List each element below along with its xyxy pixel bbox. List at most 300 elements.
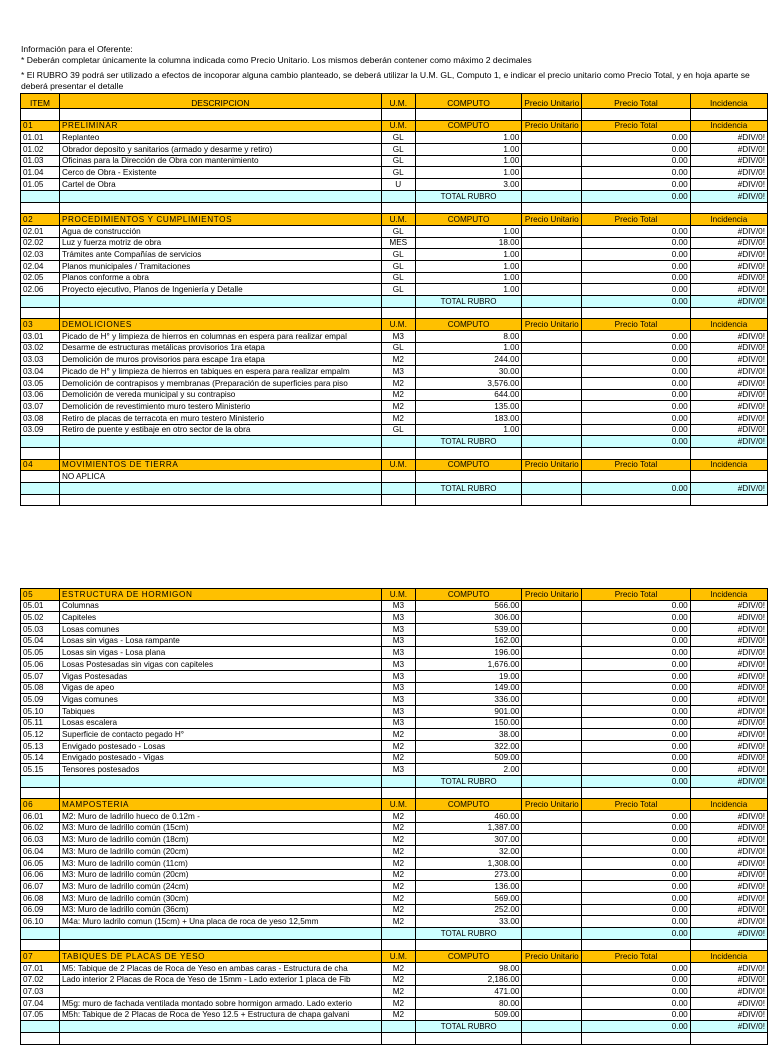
- section-pt-label: Precio Total: [582, 214, 690, 226]
- total-rubro-row: [21, 190, 768, 202]
- item-description: Capiteles: [59, 612, 381, 624]
- table-row: [21, 354, 768, 366]
- item-incidence: #DIV/0!: [690, 155, 767, 167]
- section-name: PRELIMINAR: [59, 120, 381, 132]
- item-precio-total: 0.00: [582, 998, 690, 1010]
- item-precio-total: 0.00: [582, 272, 690, 284]
- section-header-row: [21, 589, 768, 601]
- item-precio-total: 0.00: [582, 144, 690, 156]
- item-computo: 1.00: [415, 342, 521, 354]
- item-precio-total: 0.00: [582, 225, 690, 237]
- item-precio-total: 0.00: [582, 237, 690, 249]
- item-description: Desarme de estructuras metálicas provisorios 1ra etapa: [59, 342, 381, 354]
- item-description: M3: Muro de ladrillo común (20cm): [59, 846, 381, 858]
- item-precio-total: 0.00: [582, 377, 690, 389]
- table-row: [21, 881, 768, 893]
- item-description: Vigas de apeo: [59, 682, 381, 694]
- item-computo: 80.00: [415, 998, 521, 1010]
- item-precio-total: 0.00: [582, 260, 690, 272]
- spacer-cell: [59, 494, 381, 506]
- item-precio-total: 0.00: [582, 834, 690, 846]
- item-precio-total: 0.00: [582, 811, 690, 823]
- item-description: Trámites ante Compañías de servicios: [59, 249, 381, 261]
- item-precio-unitario-input[interactable]: [522, 705, 582, 717]
- spacer-cell: [522, 202, 582, 214]
- item-precio-unitario-input[interactable]: [522, 729, 582, 741]
- item-precio-unitario-input[interactable]: [522, 260, 582, 272]
- item-precio-total: 0.00: [582, 764, 690, 776]
- section-name: MOVIMIENTOS DE TIERRA: [59, 459, 381, 471]
- total-incidence: #DIV/0!: [690, 483, 767, 495]
- intro-line-3: * El RUBRO 39 podrá ser utilizado a efectos de incoporar alguna cambio planteado, se deberá utilizar la U.M. GL, Computo 1, e indicar el precio unitario como Precio Total, y en hoja aparte se deberá presentar el detalle: [21, 70, 750, 91]
- item-code: 05.12: [21, 729, 60, 741]
- item-unit: M2: [381, 401, 415, 413]
- item-description: Oficinas para la Dirección de Obra con mantenimiento: [59, 155, 381, 167]
- table-row: [21, 659, 768, 671]
- item-code: 02.01: [21, 225, 60, 237]
- spacer-cell: [522, 307, 582, 319]
- item-description: Cerco de Obra - Existente: [59, 167, 381, 179]
- item-computo: 183.00: [415, 412, 521, 424]
- item-precio-unitario-input[interactable]: [522, 331, 582, 343]
- table-row: [21, 272, 768, 284]
- item-precio-unitario-input[interactable]: [522, 401, 582, 413]
- item-computo: 162.00: [415, 635, 521, 647]
- item-description: Planos municipales / Tramitaciones: [59, 260, 381, 272]
- item-precio-total: 0.00: [582, 167, 690, 179]
- spacer-cell: [59, 1033, 381, 1045]
- item-computo: 38.00: [415, 729, 521, 741]
- section-header-row: [21, 951, 768, 963]
- item-computo: 1.00: [415, 144, 521, 156]
- spacer-row: [21, 787, 768, 799]
- item-code: 05.01: [21, 600, 60, 612]
- section-name: PROCEDIMIENTOS Y CUMPLIMIENTOS: [59, 214, 381, 226]
- item-incidence: [690, 471, 767, 483]
- item-description: Vigas comunes: [59, 694, 381, 706]
- section-computo-label: COMPUTO: [415, 319, 521, 331]
- item-precio-unitario-input[interactable]: [522, 354, 582, 366]
- section-pt-label: Precio Total: [582, 120, 690, 132]
- spacer-cell: [690, 307, 767, 319]
- item-precio-unitario-input[interactable]: [522, 272, 582, 284]
- total-incidence: #DIV/0!: [690, 776, 767, 788]
- section-pt-label: Precio Total: [582, 459, 690, 471]
- item-computo: 1.00: [415, 132, 521, 144]
- section-pt-label: Precio Total: [582, 951, 690, 963]
- table-row: [21, 974, 768, 986]
- item-precio-total: 0.00: [582, 986, 690, 998]
- item-code: 06.05: [21, 857, 60, 869]
- total-rubro-value: 0.00: [582, 776, 690, 788]
- item-incidence: #DIV/0!: [690, 635, 767, 647]
- item-description: Tabiques: [59, 705, 381, 717]
- item-incidence: #DIV/0!: [690, 869, 767, 881]
- item-computo: 136.00: [415, 881, 521, 893]
- item-computo: 19.00: [415, 670, 521, 682]
- item-precio-unitario-input[interactable]: [522, 342, 582, 354]
- item-precio-unitario-input[interactable]: [522, 822, 582, 834]
- item-description: Demolición de revestimiento muro testero Ministerio: [59, 401, 381, 413]
- table-row: [21, 366, 768, 378]
- spacer-cell: [522, 109, 582, 121]
- item-computo: 30.00: [415, 366, 521, 378]
- spacer-cell: [415, 447, 521, 459]
- item-unit: GL: [381, 284, 415, 296]
- item-incidence: #DIV/0!: [690, 717, 767, 729]
- item-precio-total: 0.00: [582, 132, 690, 144]
- item-precio-total: 0.00: [582, 705, 690, 717]
- item-precio-unitario-input[interactable]: [522, 600, 582, 612]
- table-row: [21, 869, 768, 881]
- item-precio-unitario-input[interactable]: [522, 167, 582, 179]
- spacer-cell: [381, 447, 415, 459]
- item-precio-unitario-input[interactable]: [522, 225, 582, 237]
- spacer-cell: [21, 787, 60, 799]
- item-precio-unitario-input[interactable]: [522, 682, 582, 694]
- item-precio-unitario-input[interactable]: [522, 144, 582, 156]
- section-name: ESTRUCTURA DE HORMIGON: [59, 589, 381, 601]
- item-incidence: #DIV/0!: [690, 764, 767, 776]
- item-precio-total: 0.00: [582, 857, 690, 869]
- item-computo: 1.00: [415, 272, 521, 284]
- item-code: 06.02: [21, 822, 60, 834]
- item-precio-unitario-input[interactable]: [522, 986, 582, 998]
- intro-notes: [21, 44, 751, 92]
- item-precio-unitario-input[interactable]: [522, 366, 582, 378]
- table-row: [21, 892, 768, 904]
- item-code: 02.05: [21, 272, 60, 284]
- budget-table-bottom: [20, 588, 768, 1045]
- item-code: 03.02: [21, 342, 60, 354]
- spacer-cell: [381, 1033, 415, 1045]
- section-incidence-label: Incidencia: [690, 319, 767, 331]
- item-computo: 32.00: [415, 846, 521, 858]
- item-incidence: #DIV/0!: [690, 132, 767, 144]
- intro-line-2: * Deberán completar únicamente la columna indicada como Precio Unitario. Los mismos deberán contener como máximo 2 decimales: [21, 55, 532, 65]
- table-body-top: [21, 109, 768, 506]
- total-incidence: #DIV/0!: [690, 296, 767, 308]
- total-rubro-label: TOTAL RUBRO: [415, 927, 521, 939]
- spacer-cell: [522, 494, 582, 506]
- section-pu-label: Precio Unitario: [522, 799, 582, 811]
- section-um-label: U.M.: [381, 799, 415, 811]
- item-computo: [415, 471, 521, 483]
- item-description: M2: Muro de ladrillo hueco de 0.12m -: [59, 811, 381, 823]
- item-precio-total: 0.00: [582, 846, 690, 858]
- item-precio-unitario-input[interactable]: [522, 132, 582, 144]
- table-row: [21, 377, 768, 389]
- item-precio-total: 0.00: [582, 284, 690, 296]
- item-computo: 509.00: [415, 1009, 521, 1021]
- total-item-blank: [21, 190, 60, 202]
- item-unit: M3: [381, 694, 415, 706]
- table-row: [21, 624, 768, 636]
- section-computo-label: COMPUTO: [415, 120, 521, 132]
- item-unit: GL: [381, 144, 415, 156]
- item-code: 05.07: [21, 670, 60, 682]
- item-precio-unitario-input[interactable]: [522, 670, 582, 682]
- spacer-cell: [59, 109, 381, 121]
- item-unit: M3: [381, 624, 415, 636]
- item-incidence: #DIV/0!: [690, 705, 767, 717]
- item-code: 07.02: [21, 974, 60, 986]
- item-description: Vigas Postesadas: [59, 670, 381, 682]
- total-rubro-row: [21, 776, 768, 788]
- item-incidence: #DIV/0!: [690, 670, 767, 682]
- spacer-cell: [381, 939, 415, 951]
- item-precio-total: 0.00: [582, 869, 690, 881]
- item-precio-total: 0.00: [582, 694, 690, 706]
- item-description: Envigado postesado - Losas: [59, 740, 381, 752]
- header-incidencia: Incidencia: [690, 94, 767, 109]
- total-rubro-label: TOTAL RUBRO: [415, 1021, 521, 1033]
- item-unit: GL: [381, 132, 415, 144]
- table-row: [21, 225, 768, 237]
- item-code: 03.04: [21, 366, 60, 378]
- section-um-label: U.M.: [381, 589, 415, 601]
- item-precio-unitario-input[interactable]: [522, 471, 582, 483]
- item-precio-unitario-input[interactable]: [522, 694, 582, 706]
- table-row: [21, 155, 768, 167]
- table-row: [21, 670, 768, 682]
- item-computo: 1.00: [415, 260, 521, 272]
- item-incidence: #DIV/0!: [690, 974, 767, 986]
- table-row: [21, 635, 768, 647]
- item-unit: GL: [381, 272, 415, 284]
- item-description: Losas Postesadas sin vigas con capiteles: [59, 659, 381, 671]
- item-unit: M2: [381, 904, 415, 916]
- item-precio-total: [582, 471, 690, 483]
- item-precio-unitario-input[interactable]: [522, 916, 582, 928]
- spacer-cell: [21, 109, 60, 121]
- item-code: 07.03: [21, 986, 60, 998]
- section-code: 03: [21, 319, 60, 331]
- item-precio-unitario-input[interactable]: [522, 612, 582, 624]
- item-description: Lado interior 2 Placas de Roca de Yeso de 15mm - Lado exterior 1 placa de Fib: [59, 974, 381, 986]
- item-precio-unitario-input[interactable]: [522, 764, 582, 776]
- item-computo: 1.00: [415, 167, 521, 179]
- item-incidence: #DIV/0!: [690, 167, 767, 179]
- item-precio-unitario-input[interactable]: [522, 846, 582, 858]
- item-code: 05.03: [21, 624, 60, 636]
- total-pu-blank: [522, 296, 582, 308]
- item-precio-unitario-input[interactable]: [522, 857, 582, 869]
- spacer-cell: [690, 494, 767, 506]
- item-incidence: #DIV/0!: [690, 179, 767, 191]
- item-precio-unitario-input[interactable]: [522, 659, 582, 671]
- item-code: 06.06: [21, 869, 60, 881]
- item-precio-total: 0.00: [582, 179, 690, 191]
- total-incidence: #DIV/0!: [690, 1021, 767, 1033]
- item-precio-unitario-input[interactable]: [522, 881, 582, 893]
- total-pu-blank: [522, 483, 582, 495]
- table-row: [21, 740, 768, 752]
- item-code: 05.10: [21, 705, 60, 717]
- total-item-blank: [21, 776, 60, 788]
- item-unit: M2: [381, 412, 415, 424]
- total-item-blank: [21, 1021, 60, 1033]
- total-rubro-row: [21, 296, 768, 308]
- item-computo: 1.00: [415, 155, 521, 167]
- header-precio-total: Precio Total: [582, 94, 690, 109]
- item-precio-unitario-input[interactable]: [522, 155, 582, 167]
- section-code: 02: [21, 214, 60, 226]
- item-unit: M2: [381, 998, 415, 1010]
- header-item: ITEM: [21, 94, 60, 109]
- item-unit: M2: [381, 377, 415, 389]
- item-description: Columnas: [59, 600, 381, 612]
- item-precio-unitario-input[interactable]: [522, 647, 582, 659]
- spacer-cell: [582, 307, 690, 319]
- item-precio-unitario-input[interactable]: [522, 717, 582, 729]
- section-pt-label: Precio Total: [582, 589, 690, 601]
- item-precio-unitario-input[interactable]: [522, 237, 582, 249]
- item-precio-unitario-input[interactable]: [522, 389, 582, 401]
- item-precio-unitario-input[interactable]: [522, 179, 582, 191]
- total-item-blank: [21, 296, 60, 308]
- item-incidence: #DIV/0!: [690, 331, 767, 343]
- item-precio-total: 0.00: [582, 822, 690, 834]
- item-unit: M3: [381, 366, 415, 378]
- item-precio-unitario-input[interactable]: [522, 752, 582, 764]
- item-description: Losas comunes: [59, 624, 381, 636]
- item-precio-unitario-input[interactable]: [522, 963, 582, 975]
- table-row: [21, 167, 768, 179]
- item-incidence: #DIV/0!: [690, 260, 767, 272]
- item-precio-unitario-input[interactable]: [522, 1009, 582, 1021]
- item-precio-unitario-input[interactable]: [522, 892, 582, 904]
- section-incidence-label: Incidencia: [690, 799, 767, 811]
- item-computo: 252.00: [415, 904, 521, 916]
- spacer-cell: [21, 307, 60, 319]
- spacer-cell: [690, 109, 767, 121]
- item-computo: 1,387.00: [415, 822, 521, 834]
- item-incidence: #DIV/0!: [690, 822, 767, 834]
- item-description: Obrador deposito y sanitarios (armado y desarme y retiro): [59, 144, 381, 156]
- item-incidence: #DIV/0!: [690, 342, 767, 354]
- item-computo: 2.00: [415, 764, 521, 776]
- item-incidence: #DIV/0!: [690, 881, 767, 893]
- item-code: 02.04: [21, 260, 60, 272]
- item-precio-unitario-input[interactable]: [522, 377, 582, 389]
- item-unit: M3: [381, 670, 415, 682]
- item-computo: 8.00: [415, 331, 521, 343]
- item-code: 05.06: [21, 659, 60, 671]
- item-computo: 1.00: [415, 284, 521, 296]
- item-code: 02.03: [21, 249, 60, 261]
- item-computo: 306.00: [415, 612, 521, 624]
- item-incidence: #DIV/0!: [690, 389, 767, 401]
- item-incidence: #DIV/0!: [690, 225, 767, 237]
- total-desc-blank: [59, 436, 381, 448]
- total-um-blank: [381, 190, 415, 202]
- item-computo: 569.00: [415, 892, 521, 904]
- total-item-blank: [21, 483, 60, 495]
- total-desc-blank: [59, 483, 381, 495]
- item-incidence: #DIV/0!: [690, 272, 767, 284]
- item-computo: 509.00: [415, 752, 521, 764]
- total-incidence: #DIV/0!: [690, 927, 767, 939]
- item-unit: M2: [381, 986, 415, 998]
- item-description: M5g: muro de fachada ventilada montado sobre hormigon armado. Lado exterio: [59, 998, 381, 1010]
- item-incidence: #DIV/0!: [690, 892, 767, 904]
- item-unit: M2: [381, 752, 415, 764]
- item-precio-total: 0.00: [582, 612, 690, 624]
- intro-line-1: Información para el Oferente:: [21, 44, 133, 54]
- spacer-cell: [690, 202, 767, 214]
- spacer-cell: [582, 1033, 690, 1045]
- section-pu-label: Precio Unitario: [522, 459, 582, 471]
- section-computo-label: COMPUTO: [415, 214, 521, 226]
- item-incidence: #DIV/0!: [690, 834, 767, 846]
- spacer-cell: [21, 939, 60, 951]
- spacer-cell: [415, 939, 521, 951]
- item-precio-total: 0.00: [582, 600, 690, 612]
- table-row: [21, 717, 768, 729]
- item-precio-total: 0.00: [582, 366, 690, 378]
- item-unit: GL: [381, 424, 415, 436]
- item-description: Retiro de placas de terracota en muro testero Ministerio: [59, 412, 381, 424]
- item-incidence: #DIV/0!: [690, 624, 767, 636]
- table-row: [21, 764, 768, 776]
- item-precio-unitario-input[interactable]: [522, 624, 582, 636]
- item-incidence: #DIV/0!: [690, 284, 767, 296]
- item-incidence: #DIV/0!: [690, 916, 767, 928]
- item-unit: M2: [381, 974, 415, 986]
- item-unit: M3: [381, 600, 415, 612]
- total-um-blank: [381, 483, 415, 495]
- spacer-cell: [21, 494, 60, 506]
- item-precio-unitario-input[interactable]: [522, 635, 582, 647]
- total-um-blank: [381, 927, 415, 939]
- total-rubro-row: [21, 483, 768, 495]
- item-precio-unitario-input[interactable]: [522, 834, 582, 846]
- item-precio-unitario-input[interactable]: [522, 740, 582, 752]
- item-incidence: #DIV/0!: [690, 846, 767, 858]
- item-code: 06.07: [21, 881, 60, 893]
- section-incidence-label: Incidencia: [690, 214, 767, 226]
- spacer-cell: [582, 787, 690, 799]
- item-description: Planos conforme a obra: [59, 272, 381, 284]
- table-row: [21, 986, 768, 998]
- item-precio-unitario-input[interactable]: [522, 249, 582, 261]
- item-precio-unitario-input[interactable]: [522, 904, 582, 916]
- item-unit: U: [381, 179, 415, 191]
- item-precio-unitario-input[interactable]: [522, 811, 582, 823]
- item-precio-unitario-input[interactable]: [522, 284, 582, 296]
- item-computo: 322.00: [415, 740, 521, 752]
- total-desc-blank: [59, 190, 381, 202]
- item-unit: M3: [381, 717, 415, 729]
- item-precio-unitario-input[interactable]: [522, 974, 582, 986]
- item-precio-total: 0.00: [582, 740, 690, 752]
- item-precio-unitario-input[interactable]: [522, 424, 582, 436]
- item-unit: M3: [381, 331, 415, 343]
- table-row: [21, 600, 768, 612]
- item-incidence: #DIV/0!: [690, 811, 767, 823]
- item-precio-unitario-input[interactable]: [522, 998, 582, 1010]
- table-row: [21, 342, 768, 354]
- item-unit: M2: [381, 892, 415, 904]
- table-row: [21, 284, 768, 296]
- item-precio-unitario-input[interactable]: [522, 412, 582, 424]
- item-computo: 149.00: [415, 682, 521, 694]
- item-incidence: #DIV/0!: [690, 354, 767, 366]
- spacer-cell: [21, 1033, 60, 1045]
- item-precio-unitario-input[interactable]: [522, 869, 582, 881]
- section-pu-label: Precio Unitario: [522, 120, 582, 132]
